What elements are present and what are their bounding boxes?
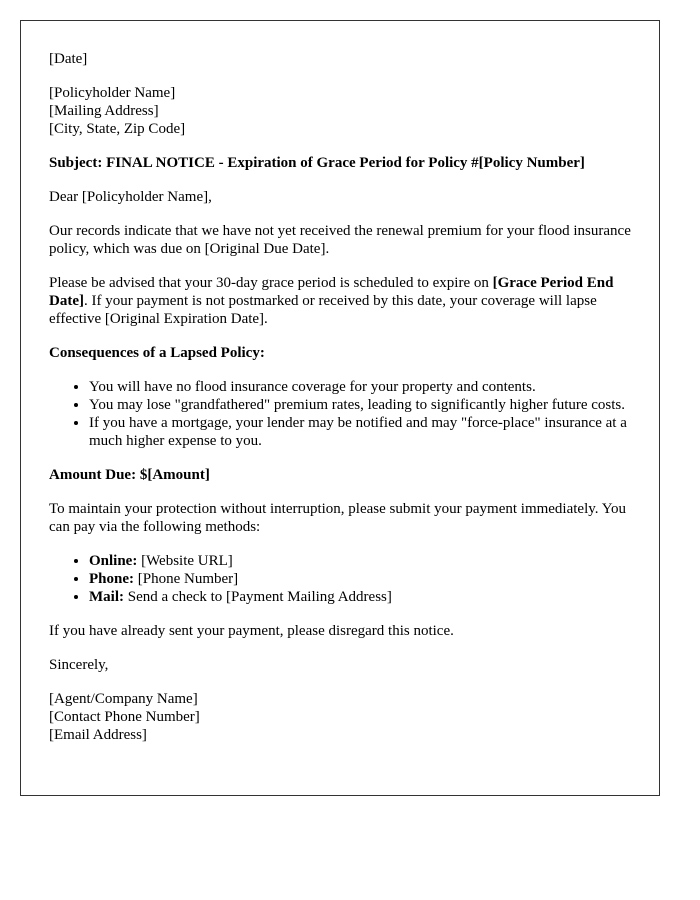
payment-method-label: Mail: [89, 589, 124, 605]
amount-due: Amount Due: $[Amount] [49, 467, 210, 483]
grace-period-text-after: . If your payment is not postmarked or received by this date, your coverage will lapse effective [Original Expiration Date]. [49, 293, 597, 327]
salutation: Dear [Policyholder Name], [49, 189, 212, 205]
closing: Sincerely, [49, 657, 109, 673]
list-item: • If you have a mortgage, your lender may be notified and may "force-place" insurance at a much higher expense to you. [89, 414, 631, 450]
payment-method-online [89, 552, 631, 570]
payment-method-label: Phone: [89, 571, 134, 587]
paragraph-grace-period [49, 274, 631, 328]
consequences-list [49, 378, 631, 450]
consequences-heading: Consequences of a Lapsed Policy: [49, 345, 265, 361]
payment-method-value: Send a check to [Payment Mailing Address] [124, 589, 392, 605]
recipient-address-block [49, 84, 631, 138]
recipient-city-state-zip: [City, State, Zip Code] [49, 121, 186, 137]
signature-email: [Email Address] [49, 727, 147, 743]
letter-date: [Date] [49, 51, 88, 67]
recipient-name: [Policyholder Name] [49, 85, 176, 101]
paragraph-renewal-premium: Our records indicate that we have not yet received the renewal premium for your flood insurance policy, which was due on [Original Due Date]. [49, 223, 631, 257]
recipient-mailing-address: [Mailing Address] [49, 103, 159, 119]
payment-intro: To maintain your protection without interruption, please submit your payment immediately. You can pay via the following methods: [49, 501, 627, 535]
grace-period-text-before: Please be advised that your 30-day grace period is scheduled to expire on [49, 275, 493, 291]
letter-page [20, 20, 660, 796]
payment-method-value: [Website URL] [137, 553, 233, 569]
payment-method-label: Online: [89, 553, 138, 569]
signature-company: [Agent/Company Name] [49, 691, 198, 707]
payment-method-mail [89, 588, 631, 606]
list-item: • You may lose "grandfathered" premium rates, leading to significantly higher future costs. [89, 396, 631, 414]
disregard-notice: If you have already sent your payment, please disregard this notice. [49, 623, 454, 639]
payment-method-value: [Phone Number] [134, 571, 239, 587]
letter-subject: Subject: FINAL NOTICE - Expiration of Grace Period for Policy #[Policy Number] [49, 155, 585, 171]
grace-period-end-date: [Grace Period End Date] [49, 275, 614, 309]
signature-phone: [Contact Phone Number] [49, 709, 200, 725]
payment-method-phone [89, 570, 631, 588]
signature-block [49, 690, 631, 744]
payment-methods-list [49, 552, 631, 606]
list-item: • You will have no flood insurance coverage for your property and contents. [89, 378, 631, 396]
